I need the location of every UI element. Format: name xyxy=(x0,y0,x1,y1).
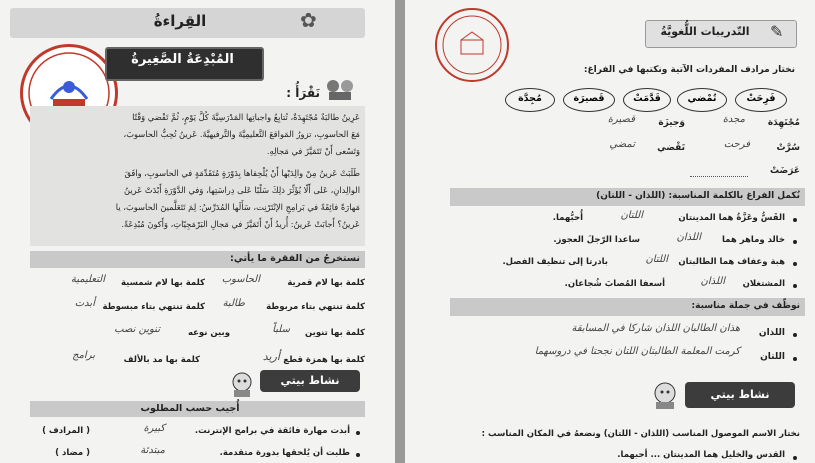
synonym-word: مُجْتَهِدَة xyxy=(767,118,800,128)
bullet xyxy=(793,262,797,266)
extract-label: كلمة تنتهي بتاء مبسوطة xyxy=(102,302,205,312)
bottom-row-text: القدس والخليل هما المدينتان ... أحبهما. xyxy=(617,450,785,460)
fill-after: أسعفا المُصابَ شُجاعان. xyxy=(564,279,665,289)
answer-tag: ( المرادف ) xyxy=(42,426,90,436)
extract-label: وبين نوعه xyxy=(187,328,230,338)
extract-answer: أريد xyxy=(262,350,280,363)
fill-answer: اللتان xyxy=(645,254,668,265)
fill-before: خالد وماهر هما xyxy=(721,235,785,245)
lesson-title: المُبْدِعَةُ الصَّغِيرةُ xyxy=(131,52,234,67)
bullet xyxy=(356,431,360,435)
passage-line: طَلَبَتْ عَرينُ مِنْ والِدَيْها أَنْ يُلْحِقاها بِدَوْرَةٍ مُتَقَدِّمَةٍ في الحاسوبِ، وافَقَ xyxy=(124,168,360,178)
option-oval: فَرِحَتْ xyxy=(735,88,787,112)
sentence-word: اللتان xyxy=(760,352,785,362)
passage-line: مَهارَةً فائِقَةً في بَرامِجِ الإنْتَرْنِت، سَأَلَها المُدَرِّسُ: لِمَ تَتَعَلَّمينَ الحاسوبَ، يا xyxy=(115,202,360,212)
extract-label: كلمة بها تنوين xyxy=(304,328,365,338)
right-header-title: التّدريبات اللُّغويَّةُ xyxy=(660,25,750,38)
extract-label: كلمة بها مد بالألف xyxy=(123,355,200,365)
page-gap xyxy=(395,0,405,463)
answer-value: كبيرة xyxy=(143,423,165,434)
extract-answer: الحاسوب xyxy=(221,274,260,285)
answer-text: أبدت مهارة فائقة في برامج الإنترنت. xyxy=(194,426,350,436)
fill-before: المشتغلان xyxy=(742,279,785,289)
fill-before: القَسُّ وعَزَّةُ هما المدينتان xyxy=(678,213,785,223)
answer-value: مبتدئة xyxy=(140,445,165,456)
synonym-word: وَجيزَة xyxy=(658,118,685,128)
fill-answer: اللذان xyxy=(676,232,701,243)
synonym-answer: فرحت xyxy=(723,139,750,150)
sentence-answer: هذان الطالبان اللذان شاركا في المسابقة xyxy=(571,323,740,334)
synonym-word: عَرَضَتْ xyxy=(770,166,800,176)
extract-answer: أبدت xyxy=(74,298,95,309)
bullet xyxy=(793,333,797,337)
flower-icon: ✿ xyxy=(300,8,317,32)
extract-answer: سلباً xyxy=(272,324,290,335)
bullet xyxy=(793,284,797,288)
bullet xyxy=(793,218,797,222)
right-page xyxy=(405,0,815,463)
bullet xyxy=(793,357,797,361)
bullet xyxy=(356,453,360,457)
extract-answer: تنوين نصب xyxy=(114,324,160,335)
bullet xyxy=(793,240,797,244)
fill-title: نُكمل الفراغ بالكلمة المناسبة: (اللذان - اللتان) xyxy=(596,191,800,201)
passage-line: مَعَ الحاسوبِ، تزورُ المَواقعَ التَّعليمِيَّةَ والتَّرفيهيَّةَ. عَرينُ تُحِبُّ الحاسوبَ، xyxy=(123,129,360,139)
extract-answer: التعليمية xyxy=(70,274,105,285)
extract-label: كلمة بها همزة قطع xyxy=(283,355,365,365)
boy-icon xyxy=(228,370,256,398)
synonym-answer: قصيرة xyxy=(607,114,635,125)
answer-title: أُجيب حسب المطلوب xyxy=(140,403,240,414)
read-label: نَقْرَأُ : xyxy=(286,86,320,100)
option-oval: تُمْضي xyxy=(677,88,727,112)
passage-line: وَتَسْعى أَنْ تَتَمَيَّزَ في مَجالِهِ. xyxy=(266,146,360,156)
home-activity-button: نشاط بيتي xyxy=(260,370,360,392)
extract-label: كلمة بها لام شمسية xyxy=(120,278,205,288)
synonym-answer: تمضي xyxy=(609,139,635,150)
pencil-icon: ✎ xyxy=(770,22,784,41)
answer-text: طلبت أن يُلحقها بدورة متقدمة. xyxy=(219,448,350,458)
boy-icon xyxy=(650,380,680,410)
synonym-word: تَقْضي xyxy=(657,143,685,153)
passage-line: الوالِدانِ، عَلى أَلّا يُؤَثِّرَ ذلِكَ سَلْبًا عَلى دِراسَتِها، وَفي الدَّوْرَةِ أَبْدَتْ عَرينُ xyxy=(124,185,360,195)
fill-after: ساعدا الرّجلَ العجوز. xyxy=(553,235,640,245)
home-activity-button: نشاط بيتي xyxy=(685,382,795,408)
answer-tag: ( مضاد ) xyxy=(55,448,90,458)
synonym-title: نختار مرادف المفردات الآتية ونكتبها في الفراغ: xyxy=(583,65,795,75)
fill-after: بادرتا إلى تنظيف الفصل. xyxy=(502,257,608,267)
passage-line: عَرينُ؟ أَجابَتْ عَرينُ: أُريدُ أَنْ أَتَمَيَّزَ في مَجالِ البَرْمَجِيّاتِ، وَأَكونَ مُبْدِعَةً. xyxy=(121,219,360,229)
extract-answer: طالبة xyxy=(222,298,245,309)
fill-answer: اللذان xyxy=(700,276,725,287)
synonym-answer: مجدة xyxy=(722,114,745,125)
blank-line xyxy=(690,176,748,177)
synonym-word: سُرَّتْ xyxy=(776,143,800,153)
option-oval: قَصيرَة xyxy=(563,88,615,112)
left-page xyxy=(0,0,395,463)
fill-before: هبة وعفاف هما الطالبتان xyxy=(678,257,785,267)
fill-after: أُحبُّهما. xyxy=(552,213,583,223)
left-header-title: القِراءةُ xyxy=(153,12,207,30)
extract-title: نستخرجُ من الفقرة ما يأتي: xyxy=(230,253,360,264)
option-oval: مُجِدَّة xyxy=(505,88,555,112)
fill-answer: اللتان xyxy=(620,210,643,221)
extract-label: كلمة تنتهي بتاء مربوطة xyxy=(266,302,365,312)
bullet xyxy=(793,456,797,460)
bottom-title: نختار الاسم الموصول المناسب (اللذان - اللتان) ونضعهُ في المكان المناسب : xyxy=(481,429,800,439)
passage-line: عَرِينُ طالبَةٌ مُجْتَهِدَةٌ، تُتابِعُ واجباتِها المَدْرَسِيَّةَ كُلَّ يَوْمٍ، ثُمَّ تَقْضي وَقْتًا xyxy=(132,112,360,122)
option-oval: قَدَّمَتْ xyxy=(623,88,671,112)
sentence-answer: كرمت المعلمة الطالبتان اللتان نجحتا في دروسهما xyxy=(534,346,740,357)
sentence-word: اللذان xyxy=(758,328,785,338)
kids-reading-icon xyxy=(325,78,355,102)
sentence-title: نوظّف في جملة مناسبة: xyxy=(691,301,800,311)
extract-label: كلمة بها لام قمرية xyxy=(287,278,365,288)
extract-answer: برامج xyxy=(72,350,95,361)
